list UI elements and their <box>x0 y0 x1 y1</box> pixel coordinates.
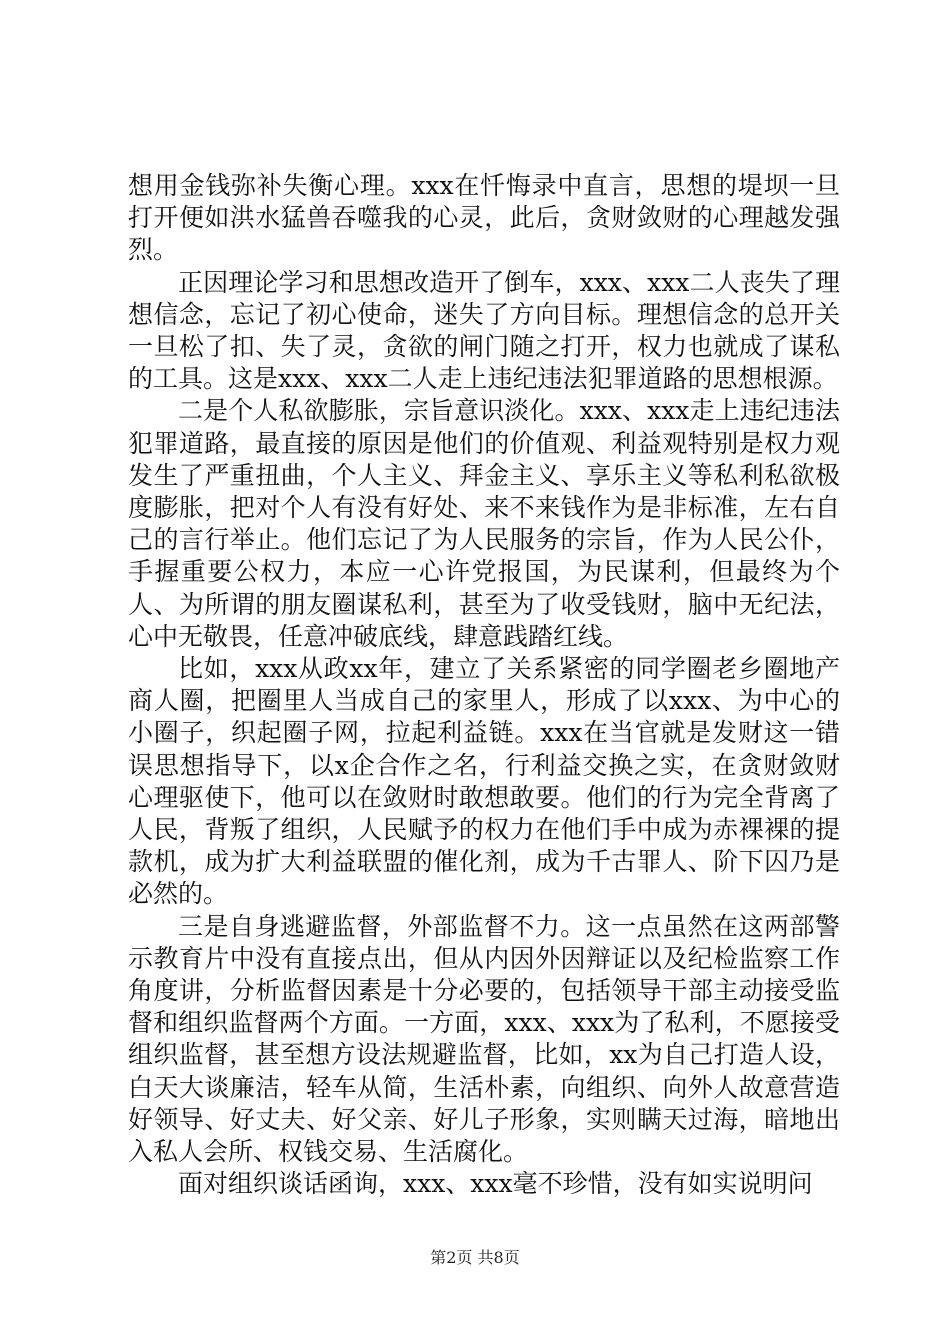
paragraph-6: 面对组织谈话函询，xxx、xxx毫不珍惜，没有如实说明问 <box>178 1169 813 1199</box>
document-body <box>128 170 840 1201</box>
paragraph-2: 正因理论学习和思想改造开了倒车，xxx、xxx二人丧失了理想信念，忘记了初心使命，迷失了方向目标。理想信念的总开关一旦松了扣、失了灵，贪欲的闸门随之打开，权力也就成了谋私的工具。这是xxx、xxx二人走上违纪违法犯罪道路的思想根源。 <box>128 267 840 394</box>
paragraph-1: 想用金钱弥补失衡心理。xxx在忏悔录中直言，思想的堤坝一旦打开便如洪水猛兽吞噬我的心灵，此后，贪财敛财的心理越发强烈。 <box>128 171 840 265</box>
paragraph-5: 三是自身逃避监督，外部监督不力。这一点虽然在这两部警示教育片中没有直接点出，但从内因外因辩证以及纪检监察工作角度讲，分析监督因素是十分必要的，包括领导干部主动接受监督和组织监督两个方面。一方面，xxx、xxx为了私利，不愿接受组织监督，甚至想方设法规避监督，比如，xx为自己打造人设，白天大谈廉洁，轻车从简，生活朴素，向组织、向外人故意营造好领导、好丈夫、好父亲、好儿子形象，实则瞒天过海，暗地出入私人会所、权钱交易、生活腐化。 <box>128 911 840 1167</box>
paragraph-3: 二是个人私欲膨胀，宗旨意识淡化。xxx、xxx走上违纪违法犯罪道路，最直接的原因是他们的价值观、利益观特别是权力观发生了严重扭曲，个人主义、拜金主义、享乐主义等私利私欲极度膨胀，把对个人有没有好处、来不来钱作为是非标准，左右自己的言行举止。他们忘记了为人民服务的宗旨，作为人民公仆，手握重要公权力，本应一心许党报国，为民谋利，但最终为个人、为所谓的朋友圈谋私利，甚至为了收受钱财，脑中无纪法，心中无敬畏，任意冲破底线，肆意践踏红线。 <box>128 396 840 651</box>
paragraph-4: 比如，xxx从政xx年，建立了关系紧密的同学圈老乡圈地产商人圈，把圈里人当成自己的家里人，形成了以xxx、为中心的小圈子，织起圈子网，拉起利益链。xxx在当官就是发财这一错误思想指导下，以x企合作之名，行利益交换之实，在贪财敛财心理驱使下，他可以在敛财时敢想敢要。他们的行为完全背离了人民，背叛了组织，人民赋予的权力在他们手中成为赤裸裸的提款机，成为扩大利益联盟的催化剂，成为千古罪人、阶下囚乃是必然的。 <box>128 654 840 909</box>
page-footer: 第2页 共8页 <box>430 1248 520 1267</box>
